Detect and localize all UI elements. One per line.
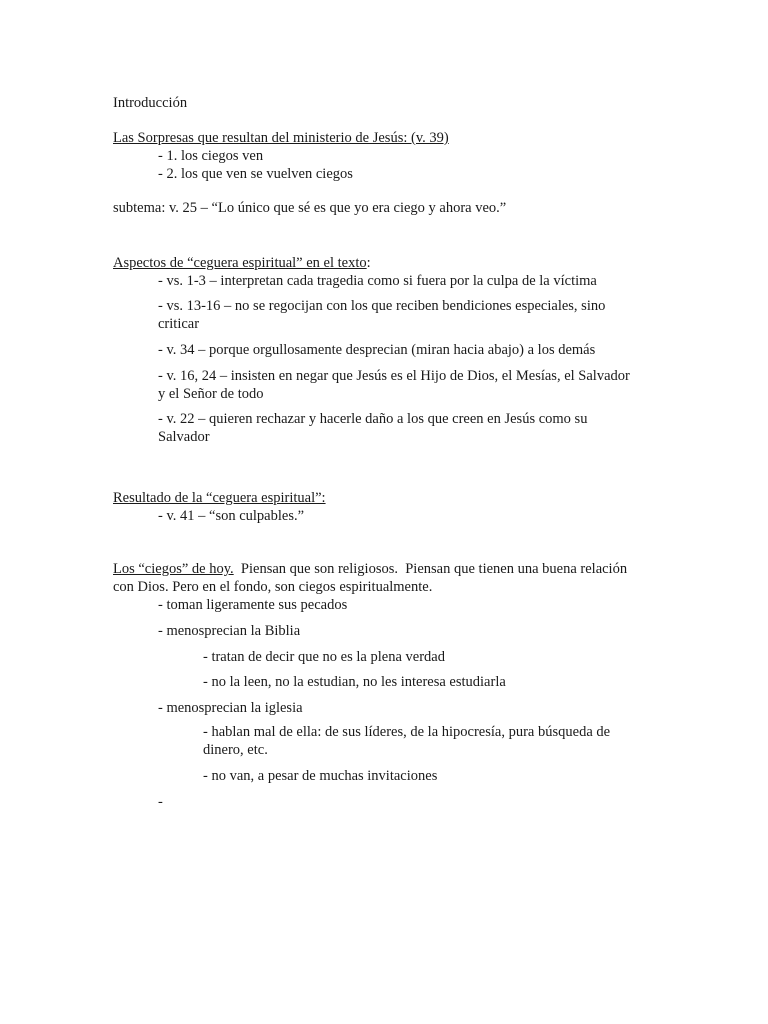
sorpresas-heading: Las Sorpresas que resultan del ministerio de Jesús: (v. 39) — [113, 130, 449, 146]
aspectos-item-4-cont: y el Señor de todo — [158, 386, 264, 402]
aspectos-item-5-cont: Salvador — [158, 429, 210, 445]
intro-heading: Introducción — [113, 95, 188, 111]
aspectos-item-2: - vs. 13-16 – no se regocijan con los que reciben bendiciones especiales, sino — [158, 298, 606, 314]
resultado-heading: Resultado de la “ceguera espiritual”: — [113, 490, 326, 506]
sorpresas-item-1: - 1. los ciegos ven — [158, 148, 264, 164]
ciegos-intro-line2: con Dios. Pero en el fondo, son ciegos espiritualmente. — [113, 579, 433, 595]
ciegos-heading: Los “ciegos” de hoy. — [113, 561, 234, 577]
ciegos-item-3: - menosprecian la iglesia — [158, 700, 303, 716]
ciegos-item-2: - menosprecian la Biblia — [158, 623, 301, 639]
resultado-item-1: - v. 41 – “son culpables.” — [158, 508, 305, 524]
ciegos-item-1: - toman ligeramente sus pecados — [158, 597, 348, 613]
aspectos-item-3: - v. 34 – porque orgullosamente desprecian (miran hacia abajo) a los demás — [158, 342, 596, 358]
sorpresas-item-2: - 2. los que ven se vuelven ciegos — [158, 166, 353, 182]
aspectos-item-2-cont: criticar — [158, 316, 200, 332]
aspectos-item-4: - v. 16, 24 – insisten en negar que Jesús es el Hijo de Dios, el Mesías, el Salvador — [158, 368, 630, 384]
ciegos-item-3-sub-1-cont: dinero, etc. — [203, 742, 268, 758]
aspectos-heading-colon: : — [366, 255, 371, 271]
subtema-line: subtema: v. 25 – “Lo único que sé es que yo era ciego y ahora veo.” — [113, 200, 507, 216]
ciegos-item-2-sub-2: - no la leen, no la estudian, no les interesa estudiarla — [203, 674, 506, 690]
aspectos-heading-line — [113, 254, 371, 272]
aspectos-item-1: - vs. 1-3 – interpretan cada tragedia como si fuera por la culpa de la víctima — [158, 273, 597, 289]
ciegos-item-2-sub-1: - tratan de decir que no es la plena verdad — [203, 649, 445, 665]
ciegos-intro-line1 — [113, 560, 627, 578]
aspectos-heading: Aspectos de “ceguera espiritual” en el texto — [113, 255, 367, 271]
ciegos-item-4: - — [158, 794, 163, 810]
ciegos-item-3-sub-1: - hablan mal de ella: de sus líderes, de la hipocresía, pura búsqueda de — [203, 724, 611, 740]
ciegos-item-3-sub-2: - no van, a pesar de muchas invitaciones — [203, 768, 438, 784]
aspectos-item-5: - v. 22 – quieren rechazar y hacerle daño a los que creen en Jesús como su — [158, 411, 588, 427]
ciegos-intro-rest: Piensan que son religiosos. Piensan que tienen una buena relación — [233, 561, 628, 577]
